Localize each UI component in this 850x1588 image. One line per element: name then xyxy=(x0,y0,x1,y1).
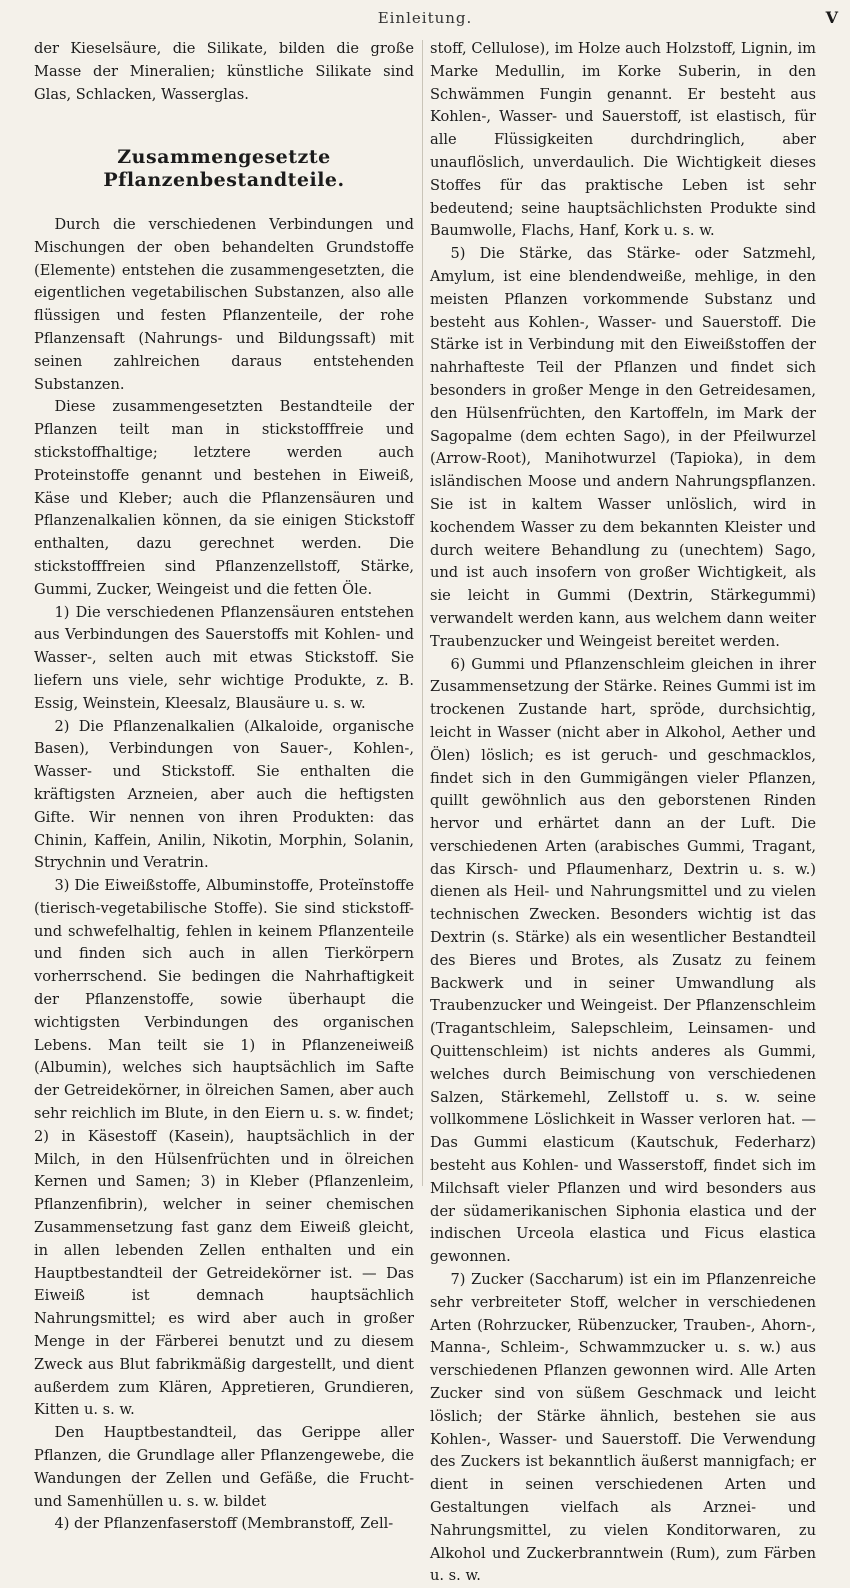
continuation-paragraph: der Kieselsäure, die Silikate, bilden die große Masse der Mineralien; künstliche Silikate sind Glas, Schlacken, Wasserglas. xyxy=(34,40,414,103)
paragraph-plant-alkalis: 2) Die Pflanzenalkalien (Alkaloide, organische Basen), Verbindungen von Sauer-, Kohlen-, Wasser- und Stickstoff. Sie enthalten die kräftigsten Arzneien, aber auch die heftigsten Gifte. Wir nennen von ihren Produkten: das Chinin, Kaffein, Anilin, Nikotin, Morphin, Solanin, Strychnin und Veratrin. xyxy=(34,717,414,872)
paragraph-protein-substances: 3) Die Eiweißstoffe, Albuminstoffe, Proteïnstoffe (tierisch-vegetabilische Stoffe). Sie sind stickstoff- und schwefelhaltig, fehlen in keinem Pflanzenteile und finden sich auch in allen Tierkörpern vorherrschend. Sie bedingen die Nahrhaftigkeit der Pflanzenstoffe, sowie überhaupt die wichtigsten Verbindungen des organischen Lebens. Man teilt sie 1) in Pflanzeneiweiß (Albumin), welches sich hauptsächlich im Safte der Getreidekörner, in ölreichen Samen, aber auch sehr reichlich im Blute, in den Eiern u. s. w. findet; 2) in Käsestoff (Kasein), hauptsächlich in der Milch, in den Hülsenfrüchten und in ölreichen Kernen und Samen; 3) in Kleber (Pflanzenleim, Pflanzenfibrin), welcher in seiner chemischen Zusammensetzung fast ganz dem Eiweiß gleicht, in allen lebenden Zellen enthalten und ein Hauptbestandteil der Getreidekörner ist. — Das Eiweiß ist demnach hauptsächlich Nahrungsmittel; es wird aber auch in großer Menge in der Färberei benutzt und zu diesem Zweck aus Blut fabrikmäßig dargestellt, und dient außerdem zum Klären, Appretieren, Grundieren, Kitten u. s. w. xyxy=(34,877,414,1419)
page-number: V xyxy=(825,8,838,27)
page-header xyxy=(0,0,850,34)
paragraph-classification: Diese zusammengesetzten Bestandteile der Pflanzen teilt man in stickstofffreie und stickstoffhaltige; letztere werden auch Proteinstoffe genannt und bestehen in Eiweiß, Käse und Kleber; auch die Pflanzensäuren und Pflanzenalkalien können, da sie einigen Stickstoff enthalten, dazu gerechnet werden. Die stickstofffreien sind Pflanzenzellstoff, Stärke, Gummi, Zucker, Weingeist und die fetten Öle. xyxy=(34,398,414,598)
left-column xyxy=(34,38,414,1533)
paragraph-main-component: Den Hauptbestandteil, das Gerippe aller Pflanzen, die Grundlage aller Pflanzengewebe, die Wandungen der Zellen und Gefäße, die Frucht- und Samenhüllen u. s. w. bildet xyxy=(34,1424,414,1510)
running-head: Einleitung. xyxy=(377,9,473,27)
paragraph-gum: 6) Gummi und Pflanzenschleim gleichen in ihrer Zusammensetzung der Stärke. Reines Gummi ist im trockenen Zustande hart, spröde, durchsichtig, leicht in Wasser (nicht aber in Alkohol, Aether und Ölen) löslich; es ist geruch- und geschmacklos, findet sich in den Gummigängen vieler Pflanzen, quillt gewöhnlich aus den geborstenen Rinden hervor und erhärtet dann an der Luft. Die verschiedenen Arten (arabisches Gummi, Tragant, das Kirsch- und Pflaumenharz, Dextrin u. s. w.) dienen als Heil- und Nahrungsmittel und zu vielen technischen Zwecken. Besonders wichtig ist das Dextrin (s. Stärke) als ein wesentlicher Bestandteil des Bieres und Brotes, als Zusatz zu feinem Backwerk und in seiner Umwandlung als Traubenzucker und Weingeist. Der Pflanzenschleim (Tragantschleim, Salepschleim, Leinsamen- und Quittenschleim) ist nichts anderes als Gummi, welches durch Beimischung von verschiedenen Salzen, Stärkemehl, Zellstoff u. s. w. seine vollkommene Löslichkeit in Wasser verloren hat. — Das Gummi elasticum (Kautschuk, Federharz) besteht aus Kohlen- und Wasserstoff, findet sich im Milchsaft vieler Pflanzen und wird besonders aus der südamerikanischen Siphonia elastica und der indischen Urceola elastica und Ficus elastica gewonnen. xyxy=(430,655,816,1266)
paragraph-starch: 5) Die Stärke, das Stärke- oder Satzmehl, Amylum, ist eine blendendweiße, mehlige, in den meisten Pflanzen vorkommende Substanz und besteht aus Kohlen-, Wasser- und Sauerstoff. Die Stärke ist in Verbindung mit den Eiweißstoffen der nahrhafteste Teil der Pflanzen und findet sich besonders in großer Menge in den Getreidesamen, den Hülsenfrüchten, den Kartoffeln, im Mark der Sagopalme (dem echten Sago), in der Pfeilwurzel (Arrow-Root), Manihotwurzel (Tapioka), in dem isländischen Moose und andern Nahrungspflanzen. Sie ist in kaltem Wasser unlöslich, wird in kochendem Wasser zu dem bekannten Kleister und durch weitere Behandlung zu (unechtem) Sago, und ist auch insofern von großer Wichtigkeit, als sie leicht in Gummi (Dextrin, Stärkegummi) verwandelt werden kann, aus welchem dann weiter Traubenzucker und Weingeist bereitet werden. xyxy=(430,245,816,650)
paragraph-intro: Durch die verschiedenen Verbindungen und Mischungen der oben behandelten Grundstoffe (Elemente) entstehen die zusammengesetzten, die eigentlichen vegetabilischen Substanzen, also alle flüssigen und festen Pflanzenteile, der rohe Pflanzensaft (Nahrungs- und Bildungssaft) mit seinen zahlreichen daraus entstehenden Substanzen. xyxy=(34,215,414,393)
right-column xyxy=(430,38,816,1585)
paragraph-plant-acids: 1) Die verschiedenen Pflanzensäuren entstehen aus Verbindungen des Sauerstoffs mit Kohlen- und Wasser-, selten auch mit etwas Stickstoff. Sie liefern uns viele, sehr wichtige Produkte, z. B. Essig, Weinstein, Kleesalz, Blausäure u. s. w. xyxy=(34,603,414,712)
paragraph-plant-fiber: 4) der Pflanzenfaserstoff (Membranstoff, Zell- xyxy=(54,1515,394,1533)
section-heading: Zusammengesetzte Pflanzenbestandteile. xyxy=(103,146,345,192)
paragraph-sugar: 7) Zucker (Saccharum) ist ein im Pflanzenreiche sehr verbreiteter Stoff, welcher in verschiedenen Arten (Rohrzucker, Rübenzucker, Trauben-, Ahorn-, Manna-, Schleim-, Schwammzucker u. s. w.) aus verschiedenen Pflanzen gewonnen wird. Alle Arten Zucker sind von süßem Geschmack und leicht löslich; der Stärke ähnlich, bestehen sie aus Kohlen-, Wasser- und Sauerstoff. Die Verwendung des Zuckers ist bekanntlich äußerst mannigfach; er dient in seinen verschiedenen Arten und Gestaltungen vielfach als Arznei- und Nahrungsmittel, zu vielen Konditorwaren, zu Alkohol und Zuckerbranntwein (Rum), zum Färben u. s. w. xyxy=(430,1271,816,1585)
column-divider xyxy=(422,40,423,1186)
continuation-paragraph: stoff, Cellulose), im Holze auch Holzstoff, Lignin, im Marke Medullin, im Korke Suberin, in den Schwämmen Fungin genannt. Er besteht aus Kohlen-, Wasser- und Sauerstoff, ist elastisch, für alle Flüssigkeiten durchdringlich, aber unauflöslich, unverdaulich. Die Wichtigkeit dieses Stoffes für das praktische Leben ist sehr bedeutend; seine hauptsächlichsten Produkte sind Baumwolle, Flachs, Hanf, Kork u. s. w. xyxy=(430,40,816,240)
